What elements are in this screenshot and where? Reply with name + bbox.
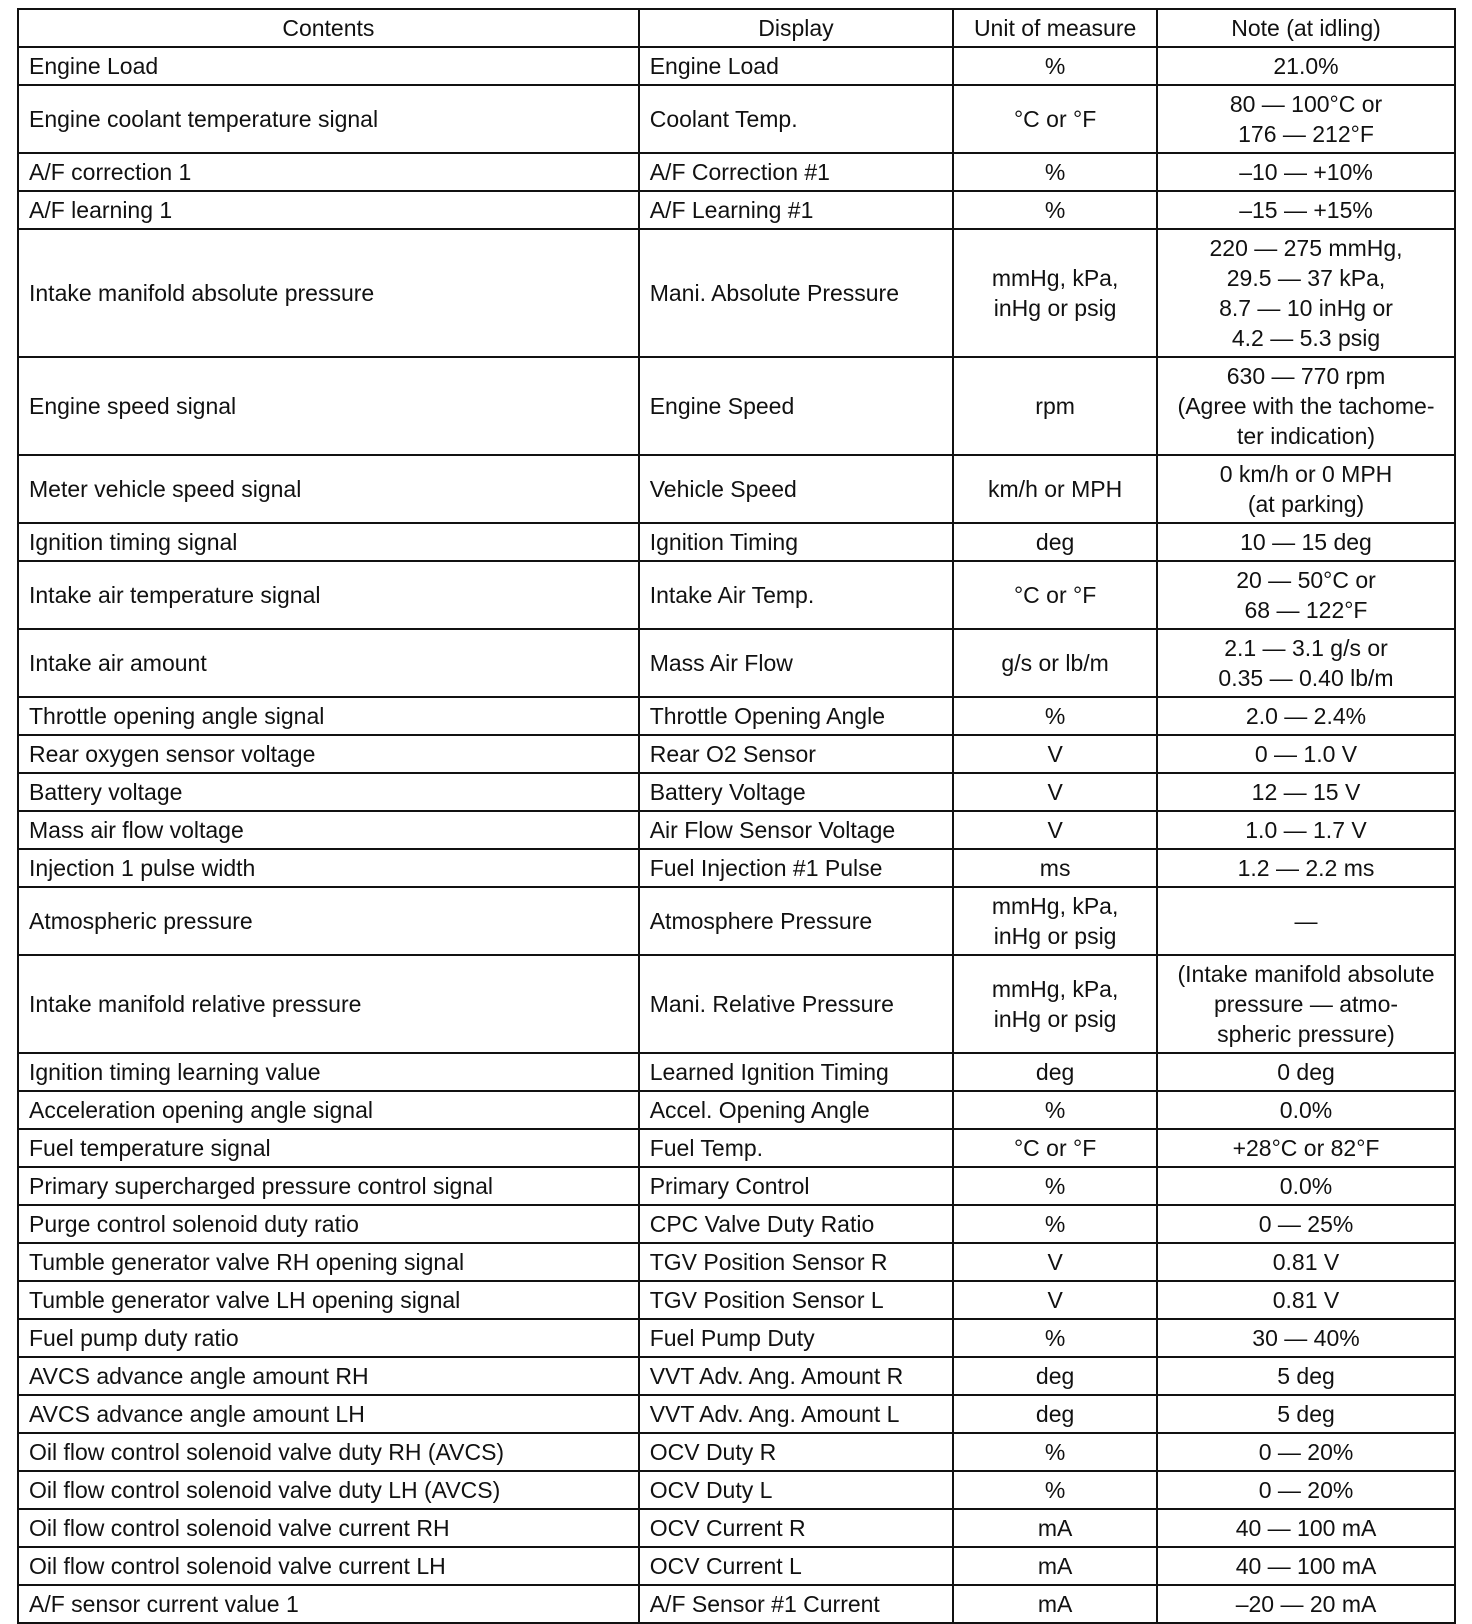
cell-note: 21.0% xyxy=(1157,47,1455,85)
cell-contents: Atmospheric pressure xyxy=(18,887,639,955)
cell-display: Engine Speed xyxy=(639,357,954,455)
cell-contents: Intake manifold relative pressure xyxy=(18,955,639,1053)
cell-contents: Primary supercharged pressure control signal xyxy=(18,1167,639,1205)
data-monitor-table xyxy=(17,8,1456,1624)
cell-contents: Mass air flow voltage xyxy=(18,811,639,849)
cell-note: — xyxy=(1157,887,1455,955)
cell-note: 0.81 V xyxy=(1157,1243,1455,1281)
cell-note: 40 — 100 mA xyxy=(1157,1509,1455,1547)
cell-note: 2.1 — 3.1 g/s or 0.35 — 0.40 lb/m xyxy=(1157,629,1455,697)
cell-display: Air Flow Sensor Voltage xyxy=(639,811,954,849)
cell-note: +28°C or 82°F xyxy=(1157,1129,1455,1167)
cell-display: OCV Current L xyxy=(639,1547,954,1585)
cell-contents: A/F correction 1 xyxy=(18,153,639,191)
cell-unit: mmHg, kPa, inHg or psig xyxy=(953,955,1157,1053)
cell-unit: % xyxy=(953,1471,1157,1509)
cell-unit: km/h or MPH xyxy=(953,455,1157,523)
cell-unit: deg xyxy=(953,1357,1157,1395)
cell-contents: A/F learning 1 xyxy=(18,191,639,229)
cell-display: OCV Duty L xyxy=(639,1471,954,1509)
table-row xyxy=(18,1471,1455,1509)
table-row xyxy=(18,887,1455,955)
table-row xyxy=(18,697,1455,735)
cell-note: 0 — 20% xyxy=(1157,1471,1455,1509)
cell-note: 0.0% xyxy=(1157,1167,1455,1205)
cell-display: Engine Load xyxy=(639,47,954,85)
cell-contents: Throttle opening angle signal xyxy=(18,697,639,735)
cell-contents: Engine Load xyxy=(18,47,639,85)
table-row xyxy=(18,229,1455,357)
cell-note: 0 — 1.0 V xyxy=(1157,735,1455,773)
cell-note: 5 deg xyxy=(1157,1395,1455,1433)
table-row xyxy=(18,849,1455,887)
cell-contents: Fuel pump duty ratio xyxy=(18,1319,639,1357)
cell-unit: V xyxy=(953,811,1157,849)
table-row xyxy=(18,1395,1455,1433)
cell-note: 0 — 20% xyxy=(1157,1433,1455,1471)
cell-display: Learned Ignition Timing xyxy=(639,1053,954,1091)
header-display: Display xyxy=(639,9,954,47)
cell-unit: % xyxy=(953,1433,1157,1471)
table-row xyxy=(18,811,1455,849)
cell-display: TGV Position Sensor L xyxy=(639,1281,954,1319)
cell-contents: Intake air amount xyxy=(18,629,639,697)
table-row xyxy=(18,1167,1455,1205)
cell-display: Intake Air Temp. xyxy=(639,561,954,629)
cell-note: 0 km/h or 0 MPH (at parking) xyxy=(1157,455,1455,523)
table-row xyxy=(18,1053,1455,1091)
cell-note: 30 — 40% xyxy=(1157,1319,1455,1357)
cell-unit: deg xyxy=(953,523,1157,561)
table-row xyxy=(18,1433,1455,1471)
cell-contents: Purge control solenoid duty ratio xyxy=(18,1205,639,1243)
cell-unit: deg xyxy=(953,1053,1157,1091)
table-row xyxy=(18,735,1455,773)
cell-unit: mA xyxy=(953,1509,1157,1547)
cell-note: 20 — 50°C or 68 — 122°F xyxy=(1157,561,1455,629)
cell-note: 0 deg xyxy=(1157,1053,1455,1091)
cell-unit: % xyxy=(953,1205,1157,1243)
cell-contents: Fuel temperature signal xyxy=(18,1129,639,1167)
cell-note: 630 — 770 rpm (Agree with the tachome- ter indication) xyxy=(1157,357,1455,455)
cell-display: Fuel Pump Duty xyxy=(639,1319,954,1357)
cell-display: OCV Current R xyxy=(639,1509,954,1547)
cell-note: 40 — 100 mA xyxy=(1157,1547,1455,1585)
table-row xyxy=(18,1205,1455,1243)
cell-note: 10 — 15 deg xyxy=(1157,523,1455,561)
table-row xyxy=(18,1509,1455,1547)
table-row xyxy=(18,1281,1455,1319)
cell-display: Mass Air Flow xyxy=(639,629,954,697)
cell-contents: Meter vehicle speed signal xyxy=(18,455,639,523)
cell-contents: Ignition timing learning value xyxy=(18,1053,639,1091)
header-note: Note (at idling) xyxy=(1157,9,1455,47)
cell-contents: Injection 1 pulse width xyxy=(18,849,639,887)
table-row xyxy=(18,523,1455,561)
cell-contents: Intake air temperature signal xyxy=(18,561,639,629)
cell-contents: Ignition timing signal xyxy=(18,523,639,561)
cell-unit: V xyxy=(953,1243,1157,1281)
cell-note: 12 — 15 V xyxy=(1157,773,1455,811)
cell-display: Accel. Opening Angle xyxy=(639,1091,954,1129)
cell-display: Atmosphere Pressure xyxy=(639,887,954,955)
cell-unit: °C or °F xyxy=(953,561,1157,629)
cell-unit: % xyxy=(953,47,1157,85)
cell-display: OCV Duty R xyxy=(639,1433,954,1471)
cell-display: Rear O2 Sensor xyxy=(639,735,954,773)
table-row xyxy=(18,1129,1455,1167)
cell-unit: mA xyxy=(953,1547,1157,1585)
cell-note: 2.0 — 2.4% xyxy=(1157,697,1455,735)
cell-display: TGV Position Sensor R xyxy=(639,1243,954,1281)
cell-contents: Engine speed signal xyxy=(18,357,639,455)
cell-unit: deg xyxy=(953,1395,1157,1433)
cell-contents: Oil flow control solenoid valve duty RH (AVCS) xyxy=(18,1433,639,1471)
cell-note: –10 — +10% xyxy=(1157,153,1455,191)
cell-unit: % xyxy=(953,697,1157,735)
table-header-row xyxy=(18,9,1455,47)
cell-display: A/F Learning #1 xyxy=(639,191,954,229)
table-row xyxy=(18,357,1455,455)
table-row xyxy=(18,1243,1455,1281)
cell-contents: Battery voltage xyxy=(18,773,639,811)
table-row xyxy=(18,85,1455,153)
cell-unit: V xyxy=(953,1281,1157,1319)
cell-unit: % xyxy=(953,153,1157,191)
header-unit-of-measure: Unit of measure xyxy=(953,9,1157,47)
table-body xyxy=(18,47,1455,1623)
cell-unit: mA xyxy=(953,1585,1157,1623)
table-row xyxy=(18,153,1455,191)
table-row xyxy=(18,1091,1455,1129)
cell-note: (Intake manifold absolute pressure — atmo- spheric pressure) xyxy=(1157,955,1455,1053)
cell-unit: % xyxy=(953,191,1157,229)
cell-display: VVT Adv. Ang. Amount R xyxy=(639,1357,954,1395)
table-row xyxy=(18,561,1455,629)
cell-contents: Oil flow control solenoid valve current RH xyxy=(18,1509,639,1547)
cell-unit: V xyxy=(953,773,1157,811)
cell-unit: V xyxy=(953,735,1157,773)
cell-note: 0 — 25% xyxy=(1157,1205,1455,1243)
cell-display: Vehicle Speed xyxy=(639,455,954,523)
cell-unit: mmHg, kPa, inHg or psig xyxy=(953,887,1157,955)
cell-display: Coolant Temp. xyxy=(639,85,954,153)
cell-note: 220 — 275 mmHg, 29.5 — 37 kPa, 8.7 — 10 inHg or 4.2 — 5.3 psig xyxy=(1157,229,1455,357)
table-row xyxy=(18,955,1455,1053)
table-row xyxy=(18,1357,1455,1395)
cell-note: 1.0 — 1.7 V xyxy=(1157,811,1455,849)
cell-display: CPC Valve Duty Ratio xyxy=(639,1205,954,1243)
table-row xyxy=(18,1547,1455,1585)
cell-display: A/F Correction #1 xyxy=(639,153,954,191)
table-row xyxy=(18,629,1455,697)
cell-note: –20 — 20 mA xyxy=(1157,1585,1455,1623)
cell-contents: Oil flow control solenoid valve current LH xyxy=(18,1547,639,1585)
cell-note: 80 — 100°C or 176 — 212°F xyxy=(1157,85,1455,153)
cell-display: Battery Voltage xyxy=(639,773,954,811)
cell-unit: °C or °F xyxy=(953,85,1157,153)
cell-unit: ms xyxy=(953,849,1157,887)
cell-note: –15 — +15% xyxy=(1157,191,1455,229)
cell-contents: A/F sensor current value 1 xyxy=(18,1585,639,1623)
cell-contents: Oil flow control solenoid valve duty LH (AVCS) xyxy=(18,1471,639,1509)
cell-note: 0.0% xyxy=(1157,1091,1455,1129)
header-contents: Contents xyxy=(18,9,639,47)
cell-display: VVT Adv. Ang. Amount L xyxy=(639,1395,954,1433)
table-row xyxy=(18,773,1455,811)
cell-display: Ignition Timing xyxy=(639,523,954,561)
cell-unit: mmHg, kPa, inHg or psig xyxy=(953,229,1157,357)
table-row xyxy=(18,191,1455,229)
cell-note: 5 deg xyxy=(1157,1357,1455,1395)
table-row xyxy=(18,455,1455,523)
table-row xyxy=(18,1585,1455,1623)
cell-unit: % xyxy=(953,1091,1157,1129)
table-row xyxy=(18,47,1455,85)
cell-display: A/F Sensor #1 Current xyxy=(639,1585,954,1623)
cell-contents: Intake manifold absolute pressure xyxy=(18,229,639,357)
cell-display: Mani. Absolute Pressure xyxy=(639,229,954,357)
cell-unit: °C or °F xyxy=(953,1129,1157,1167)
cell-contents: AVCS advance angle amount LH xyxy=(18,1395,639,1433)
cell-contents: Engine coolant temperature signal xyxy=(18,85,639,153)
cell-contents: Tumble generator valve LH opening signal xyxy=(18,1281,639,1319)
cell-unit: rpm xyxy=(953,357,1157,455)
cell-display: Mani. Relative Pressure xyxy=(639,955,954,1053)
cell-contents: AVCS advance angle amount RH xyxy=(18,1357,639,1395)
cell-contents: Rear oxygen sensor voltage xyxy=(18,735,639,773)
cell-display: Fuel Temp. xyxy=(639,1129,954,1167)
cell-display: Primary Control xyxy=(639,1167,954,1205)
cell-unit: % xyxy=(953,1319,1157,1357)
cell-unit: g/s or lb/m xyxy=(953,629,1157,697)
cell-note: 1.2 — 2.2 ms xyxy=(1157,849,1455,887)
cell-note: 0.81 V xyxy=(1157,1281,1455,1319)
cell-contents: Acceleration opening angle signal xyxy=(18,1091,639,1129)
cell-contents: Tumble generator valve RH opening signal xyxy=(18,1243,639,1281)
cell-display: Throttle Opening Angle xyxy=(639,697,954,735)
cell-display: Fuel Injection #1 Pulse xyxy=(639,849,954,887)
cell-unit: % xyxy=(953,1167,1157,1205)
table-row xyxy=(18,1319,1455,1357)
